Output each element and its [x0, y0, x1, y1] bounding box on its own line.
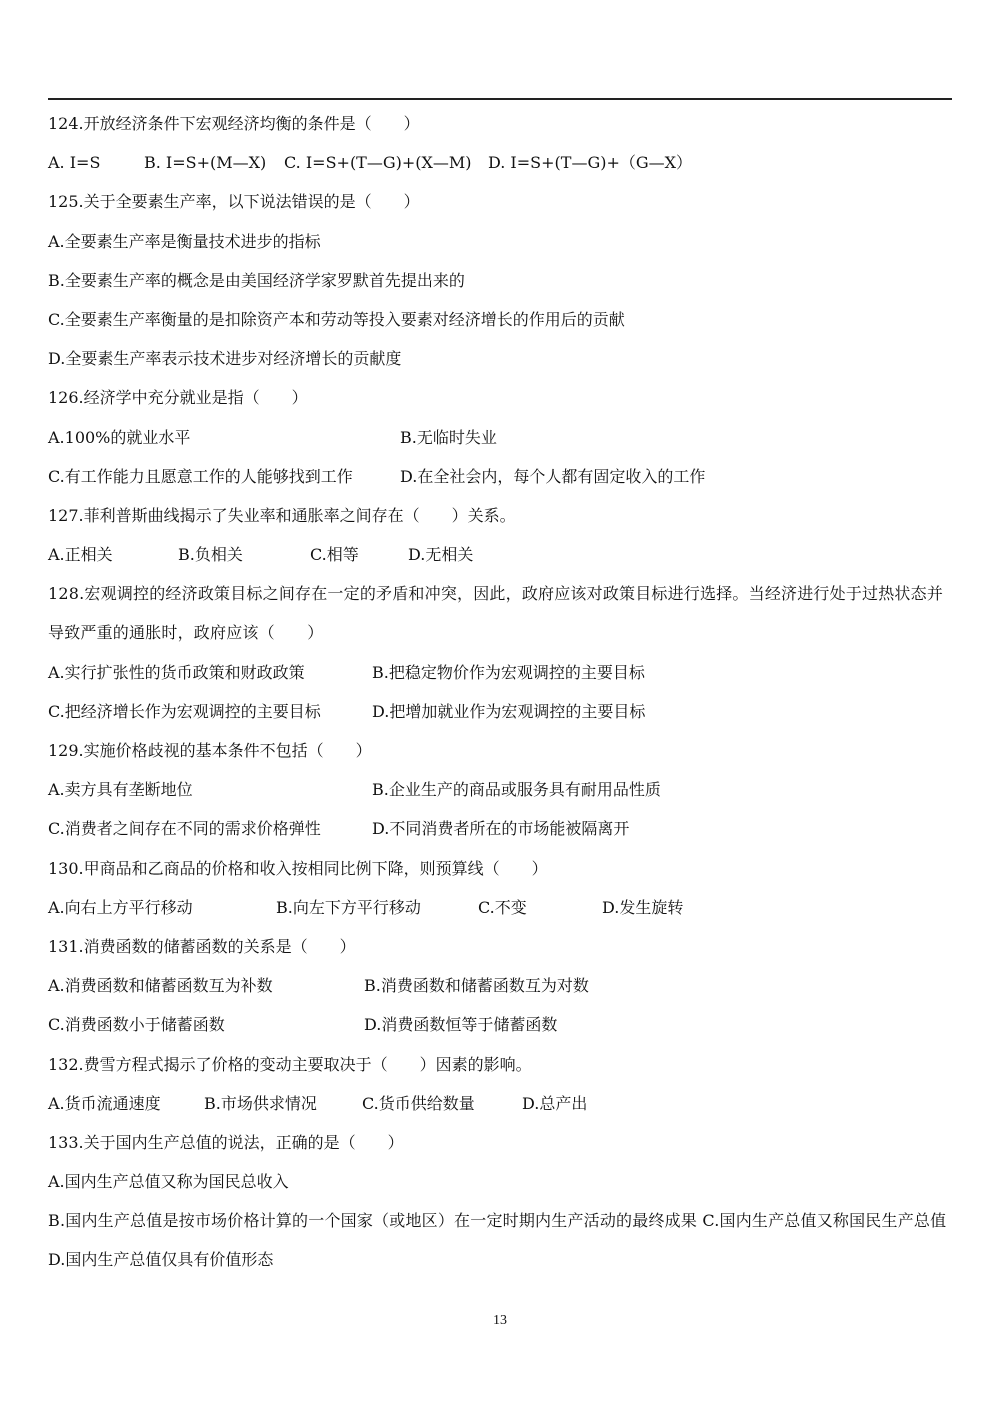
- option-row: [48, 1084, 956, 1123]
- question-stem: 131.消费函数的储蓄函数的关系是（ ）: [48, 936, 356, 956]
- option-row: [48, 457, 956, 496]
- option-d: D.发生旋转: [602, 897, 684, 917]
- question-stem: 126.经济学中充分就业是指（ ）: [48, 388, 308, 408]
- option-c: C.全要素生产率衡量的是扣除资产本和劳动等投入要素对经济增长的作用后的贡献: [48, 309, 625, 329]
- option-b: B.把稳定物价作为宏观调控的主要目标: [372, 662, 645, 682]
- option-c: C.相等: [310, 545, 359, 565]
- option-a: A.正相关: [48, 545, 113, 565]
- option-a: A.实行扩张性的货币政策和财政政策: [48, 662, 305, 682]
- option-b: B.负相关: [178, 545, 243, 565]
- option-d: D. I=S+(T—G)+（G—X）: [488, 153, 693, 173]
- option-d: D.消费函数恒等于储蓄函数: [364, 1015, 558, 1035]
- question-stem: 128.宏观调控的经济政策目标之间存在一定的矛盾和冲突，因此，政府应该对政策目标进行选择。当经济进行处于过热状态并导致严重的通胀时，政府应该（ ）: [48, 584, 944, 643]
- option-a: A.消费函数和储蓄函数互为补数: [48, 976, 273, 996]
- option-c: C.货币供给数量: [362, 1093, 475, 1113]
- option-a: A.国内生产总值又称为国民总收入: [48, 1172, 289, 1192]
- option-c: C.有工作能力且愿意工作的人能够找到工作: [48, 466, 353, 486]
- option-row: [48, 418, 956, 457]
- option-a: A.卖方具有垄断地位: [48, 780, 193, 800]
- option-row: [48, 143, 956, 182]
- option-b: B.国内生产总值是按市场价格计算的一个国家（或地区）在一定时期内生产活动的最终成果 C.国内生产总值又称国民生产总值: [48, 1211, 947, 1231]
- option-b: B.消费函数和储蓄函数互为对数: [364, 976, 589, 996]
- option-b: B.全要素生产率的概念是由美国经济学家罗默首先提出来的: [48, 270, 465, 290]
- option-d: D.国内生产总值仅具有价值形态: [48, 1250, 274, 1270]
- question-stem: 132.费雪方程式揭示了价格的变动主要取决于（ ）因素的影响。: [48, 1054, 532, 1074]
- option-b: B.无临时失业: [400, 427, 497, 447]
- option-d: D.全要素生产率表示技术进步对经济增长的贡献度: [48, 349, 402, 369]
- header-rule: [48, 98, 952, 100]
- page-content: [48, 104, 956, 1280]
- option-b: B. I=S+(M—X): [144, 153, 267, 173]
- question-stem: 133.关于国内生产总值的说法，正确的是（ ）: [48, 1132, 404, 1152]
- question-stem: 127.菲利普斯曲线揭示了失业率和通胀率之间存在（ ）关系。: [48, 505, 516, 525]
- option-d: D.在全社会内，每个人都有固定收入的工作: [400, 466, 706, 486]
- option-row: [48, 888, 956, 927]
- option-b: B.市场供求情况: [204, 1093, 317, 1113]
- option-a: A.全要素生产率是衡量技术进步的指标: [48, 231, 321, 251]
- question-stem: 124.开放经济条件下宏观经济均衡的条件是（ ）: [48, 114, 420, 133]
- option-a: A. I=S: [48, 153, 101, 173]
- question-stem: 129.实施价格歧视的基本条件不包括（ ）: [48, 741, 372, 761]
- option-c: C.消费函数小于储蓄函数: [48, 1015, 225, 1035]
- question-stem: 130.甲商品和乙商品的价格和收入按相同比例下降，则预算线（ ）: [48, 858, 548, 878]
- option-b: B.向左下方平行移动: [276, 897, 421, 917]
- option-row: [48, 1005, 956, 1044]
- option-row: [48, 809, 956, 848]
- option-d: D.不同消费者所在的市场能被隔离开: [372, 819, 630, 839]
- option-c: C.消费者之间存在不同的需求价格弹性: [48, 819, 321, 839]
- option-c: C.不变: [478, 897, 527, 917]
- question-stem: 125.关于全要素生产率，以下说法错误的是（ ）: [48, 192, 420, 212]
- option-a: A.向右上方平行移动: [48, 897, 193, 917]
- option-c: C.把经济增长作为宏观调控的主要目标: [48, 701, 321, 721]
- option-row: [48, 966, 956, 1005]
- option-c: C. I=S+(T—G)+(X—M): [284, 153, 472, 173]
- option-row: [48, 535, 956, 574]
- option-d: D.把增加就业作为宏观调控的主要目标: [372, 701, 646, 721]
- option-a: A.货币流通速度: [48, 1093, 161, 1113]
- option-a: A.100%的就业水平: [48, 427, 191, 447]
- option-row: [48, 653, 956, 692]
- option-d: D.无相关: [408, 545, 474, 565]
- page-number: 13: [493, 1313, 507, 1328]
- option-row: [48, 770, 956, 809]
- option-d: D.总产出: [522, 1093, 588, 1113]
- option-b: B.企业生产的商品或服务具有耐用品性质: [372, 780, 661, 800]
- option-row: [48, 692, 956, 731]
